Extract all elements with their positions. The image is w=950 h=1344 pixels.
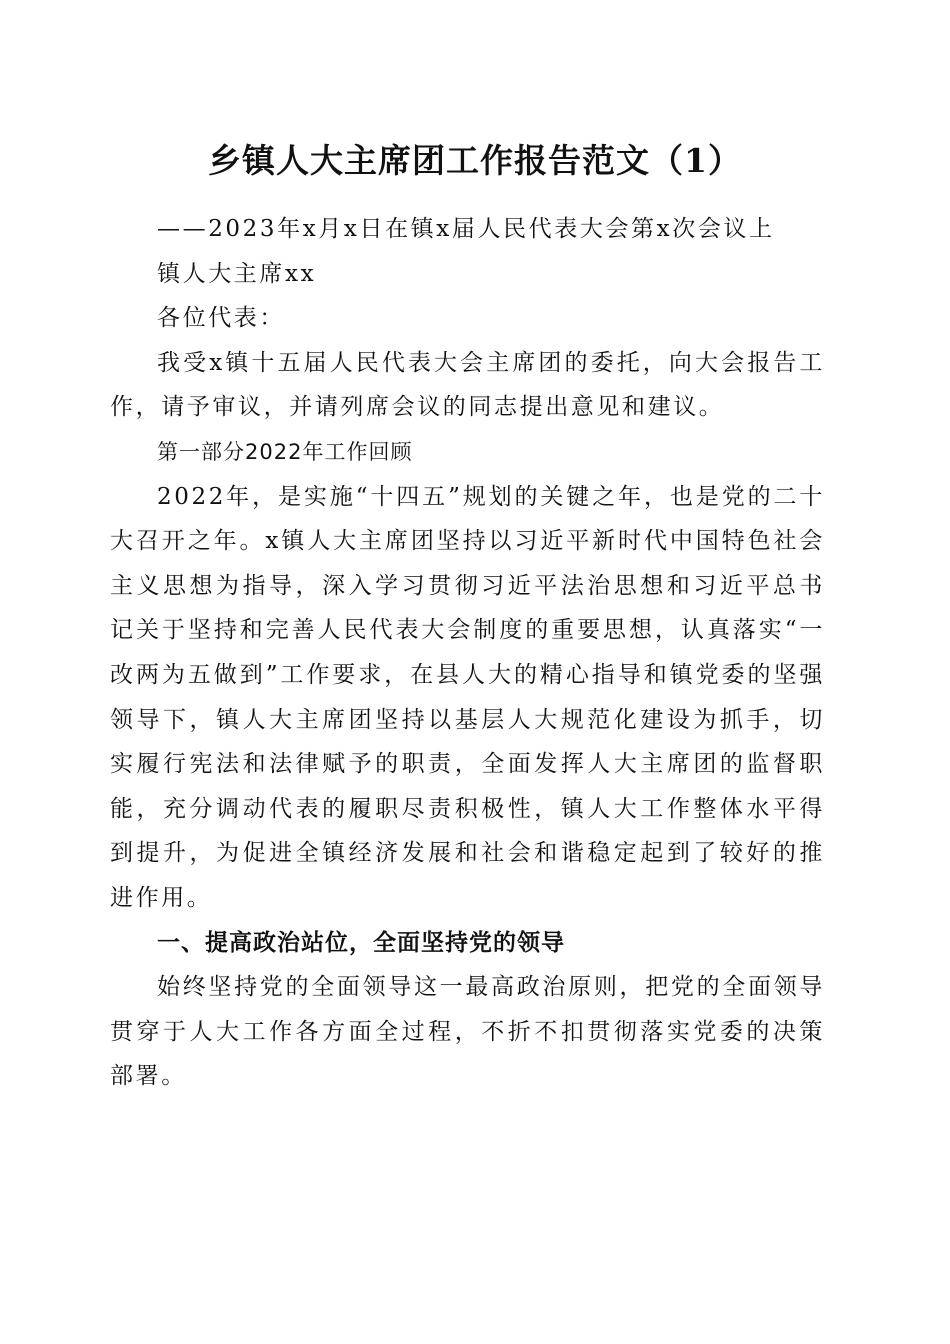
review-paragraph: 2022年，是实施“十四五”规划的关键之年，也是党的二十大召开之年。x镇人大主席团坚持以习近平新时代中国特色社会主义思想为指导，深入学习贯彻习近平法治思想和习近平总书记关于坚持和完善人民代表大会制度的重要思想，认真落实“一改两为五做到”工作要求，在县人大的精心指导和镇党委的坚强领导下，镇人大主席团坚持以基层人大规范化建设为抓手，切实履行宪法和法律赋予的职责，全面发挥人大主席团的监督职能，充分调动代表的履职尽责积极性，镇人大工作整体水平得到提升，为促进全镇经济发展和社会和谐稳定起到了较好的推进作用。 (110, 483, 825, 911)
document-body (110, 207, 825, 1099)
section-heading: 一、提高政治站位，全面坚持党的领导 (157, 929, 565, 956)
salutation: 各位代表： (157, 305, 285, 332)
speaker-line: 镇人大主席xx (157, 260, 317, 287)
subtitle-line: ——2023年x月x日在镇x届人民代表大会第x次会议上 (157, 216, 775, 242)
part-heading: 第一部分2022年工作回顾 (157, 439, 413, 464)
document-title: 乡镇人大主席团工作报告范文（1） (208, 141, 742, 180)
intro-paragraph: 我受x镇十五届人民代表大会主席团的委托，向大会报告工作，请予审议，并请列席会议的同志提出意见和建议。 (110, 349, 825, 421)
section-paragraph: 始终坚持党的全面领导这一最高政治原则，把党的全面领导贯穿于人大工作各方面全过程，不折不扣贯彻落实党委的决策部署。 (110, 974, 825, 1090)
